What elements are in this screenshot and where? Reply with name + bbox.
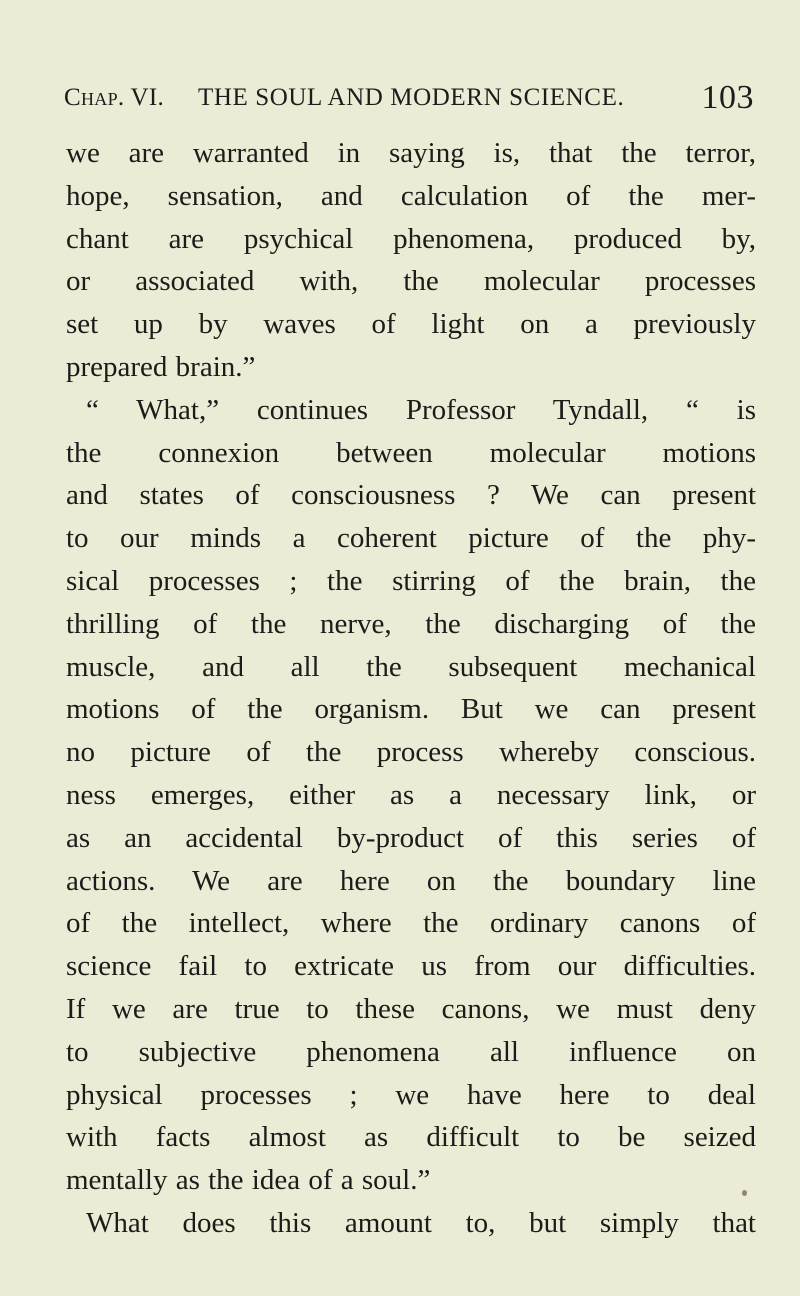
- text-line: motions of the organism. But we can present: [66, 693, 756, 726]
- text-line: the connexion between molecular motions: [66, 436, 756, 469]
- text-line: set up by waves of light on a previously: [66, 308, 756, 341]
- text-line: no picture of the process whereby conscious.: [66, 736, 756, 769]
- text-line: actions. We are here on the boundary line: [66, 864, 756, 897]
- text-line: chant are psychical phenomena, produced by,: [66, 222, 756, 255]
- text-line: as an accidental by-product of this series of: [66, 821, 756, 854]
- text-line: What does this amount to, but simply that: [86, 1206, 756, 1239]
- text-line: or associated with, the molecular processes: [66, 265, 756, 298]
- text-line: “ What,” continues Professor Tyndall, “ is: [86, 393, 756, 426]
- text-line: and states of consciousness ? We can present: [66, 479, 756, 512]
- text-line: If we are true to these canons, we must deny: [66, 992, 756, 1025]
- text-line: sical processes ; the stirring of the brain, the: [66, 564, 756, 597]
- running-title: THE SOUL AND MODERN SCIENCE.: [198, 84, 625, 111]
- text-line: muscle, and all the subsequent mechanical: [66, 650, 756, 683]
- text-line: with facts almost as difficult to be seized: [66, 1121, 756, 1154]
- running-head: [64, 76, 754, 120]
- text-line: science fail to extricate us from our difficulties.: [66, 950, 756, 983]
- text-line: prepared brain.”: [66, 350, 256, 383]
- text-line: physical processes ; we have here to deal: [66, 1078, 756, 1111]
- text-line: ness emerges, either as a necessary link, or: [66, 778, 756, 811]
- text-line: to our minds a coherent picture of the phy-: [66, 522, 756, 555]
- page-number: 103: [701, 79, 754, 116]
- text-line: thrilling of the nerve, the discharging of the: [66, 607, 756, 640]
- text-line: hope, sensation, and calculation of the mer-: [66, 179, 756, 212]
- text-line: of the intellect, where the ordinary canons of: [66, 907, 756, 940]
- paper-speck: [742, 1190, 747, 1196]
- text-line: to subjective phenomena all influence on: [66, 1035, 756, 1068]
- text-line: we are warranted in saying is, that the terror,: [66, 137, 756, 169]
- body-text: [66, 132, 756, 1245]
- text-line: mentally as the idea of a soul.”: [66, 1164, 431, 1197]
- chapter-label: Chap. VI.: [64, 84, 165, 111]
